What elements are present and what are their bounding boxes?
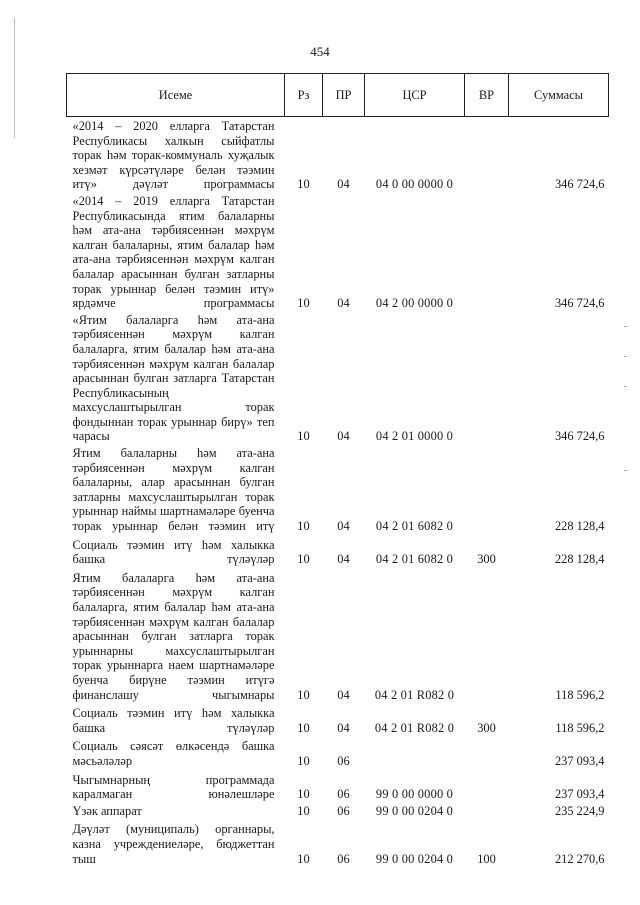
row-csr: 04 2 01 6082 0 <box>375 519 454 534</box>
row-vr <box>465 117 509 192</box>
row-csr: 04 0 00 0000 0 <box>375 177 454 192</box>
row-rz: 10 <box>297 552 310 567</box>
row-rz: 10 <box>297 787 310 802</box>
row-name: Социаль тәэмин итү һәм халыкка башка түләүләр <box>72 706 275 735</box>
row-name: «Ятим балаларга һәм ата-ана тәрбиясеннән мәхрүм калган балаларга, ятим балалар һәм ата-ана тәрбиясеннән мәхрүм калган балалар арасыннан булган затларга Татарстан Республикасының махсуслаштырылган торак фондыннан торак урыннар бирү» теп чарасы <box>72 312 275 444</box>
row-pr: 06 <box>337 753 350 768</box>
header-sum: Суммасы <box>509 74 609 117</box>
row-vr: 300 <box>477 552 496 567</box>
row-name: Чыгымнарның программада каралмаган юнәлешләре <box>72 772 275 802</box>
table-row <box>67 802 609 819</box>
row-rz: 10 <box>297 803 310 818</box>
scan-speck <box>624 386 627 387</box>
row-sum: 237 093,4 <box>554 787 605 802</box>
table-row <box>67 569 609 702</box>
row-vr <box>465 311 509 444</box>
row-rz: 10 <box>297 851 310 866</box>
row-vr <box>465 737 509 768</box>
row-sum: 346 724,6 <box>554 429 605 444</box>
row-csr: 99 0 00 0204 0 <box>375 803 454 818</box>
row-rz: 10 <box>297 720 310 735</box>
scan-speck <box>624 356 627 357</box>
row-name: Социаль тәэмин итү һәм халыкка башка түләүләр <box>72 537 275 567</box>
header-vr: ВР <box>465 74 509 117</box>
row-vr <box>465 192 509 311</box>
scan-margin-mark <box>14 18 15 138</box>
scan-speck <box>624 470 627 471</box>
table-row <box>67 771 609 802</box>
header-pr: ПР <box>323 74 365 117</box>
page-number: 454 <box>310 44 330 59</box>
row-rz: 10 <box>297 519 310 534</box>
row-vr <box>465 444 509 534</box>
row-vr <box>465 569 509 702</box>
table-row <box>67 311 609 444</box>
table-row <box>67 820 609 866</box>
row-csr: 04 2 01 R082 0 <box>374 720 455 735</box>
row-csr <box>365 737 465 768</box>
row-vr <box>465 802 509 819</box>
row-vr <box>465 771 509 802</box>
header-name: Исеме <box>67 74 285 117</box>
row-pr: 04 <box>337 687 350 702</box>
row-csr: 99 0 00 0204 0 <box>375 851 454 866</box>
row-sum: 228 128,4 <box>554 519 605 534</box>
row-pr: 06 <box>337 787 350 802</box>
row-pr: 06 <box>337 851 350 866</box>
row-name: «2014 – 2019 елларга Татарстан Республикасында ятим балаларны һәм ата-ана тәрбиясеннән мәхрүм калган балаларны, ятим балалар һәм ата-ана тәрбиясеннән мәхрүм калган балалар арасыннан булган затларны торак урыннар белән тәэмин итү» ярдәмче программасы <box>72 193 275 311</box>
row-csr: 04 2 00 0000 0 <box>375 296 454 311</box>
row-sum: 237 093,4 <box>554 753 605 768</box>
row-sum: 228 128,4 <box>554 552 605 567</box>
row-name: Үзәк аппарат <box>72 803 142 818</box>
row-pr: 04 <box>337 720 350 735</box>
row-sum: 235 224,9 <box>554 803 605 818</box>
row-sum: 118 596,2 <box>555 687 605 702</box>
row-csr: 04 2 01 R082 0 <box>374 687 455 702</box>
table-row <box>67 704 609 735</box>
row-csr: 04 2 01 0000 0 <box>375 429 454 444</box>
row-pr: 04 <box>337 429 350 444</box>
row-name: Ятим балаларга һәм ата-ана тәрбиясеннән мәхрүм калган балаларга, ятим балалар һәм ата-ана тәрбиясеннән мәхрүм калган балалар арасыннан булган затларга торак урыннарны махсуслаштырылган торак урыннарга наем шартнамәләре буенча бирүне тәэмин итүгә финанслашу чыгымнары <box>72 570 275 702</box>
header-csr: ЦСР <box>365 74 465 117</box>
row-sum: 118 596,2 <box>555 720 605 735</box>
row-rz: 10 <box>297 296 310 311</box>
row-sum: 346 724,6 <box>554 177 605 192</box>
row-name: Дәүләт (муниципаль) органнары, казна учреждениеләре, бюджеттан тыш <box>72 822 275 866</box>
row-pr: 04 <box>337 177 350 192</box>
row-pr: 06 <box>337 803 350 818</box>
budget-table-container <box>66 73 608 866</box>
row-name: Ятим балаларны һәм ата-ана тәрбиясеннән мәхрүм калган балаларны, алар арасыннан булган затларны махсуслаштырылган торак урыннар наймы шартнамәләре буенча торак урыннар белән тәэмин итү <box>72 446 275 534</box>
row-csr: 04 2 01 6082 0 <box>375 552 454 567</box>
row-csr: 99 0 00 0000 0 <box>375 787 454 802</box>
row-vr: 300 <box>477 720 496 735</box>
row-vr: 100 <box>477 851 496 866</box>
budget-table <box>66 73 609 866</box>
table-row <box>67 444 609 534</box>
row-pr: 04 <box>337 296 350 311</box>
header-rz: Рз <box>285 74 323 117</box>
row-sum: 346 724,6 <box>554 296 605 311</box>
table-header-row <box>67 74 609 117</box>
row-pr: 04 <box>337 519 350 534</box>
row-rz: 10 <box>297 429 310 444</box>
table-row <box>67 737 609 768</box>
scan-speck <box>624 326 627 327</box>
row-sum: 212 270,6 <box>554 851 605 866</box>
row-name: Социаль сәясәт өлкәсендә башка мәсьәләләр <box>72 739 275 768</box>
row-rz: 10 <box>297 753 310 768</box>
row-rz: 10 <box>297 177 310 192</box>
row-rz: 10 <box>297 687 310 702</box>
row-pr: 04 <box>337 552 350 567</box>
table-row <box>67 117 609 192</box>
row-name: «2014 – 2020 елларга Татарстан Республикасы халкын сыйфатлы торак һәм торак-коммуналь хуҗалык хезмәт күрсәтүләре белән тәэмин итү» дәүләт программасы <box>72 119 275 192</box>
table-row <box>67 192 609 311</box>
table-row <box>67 536 609 567</box>
